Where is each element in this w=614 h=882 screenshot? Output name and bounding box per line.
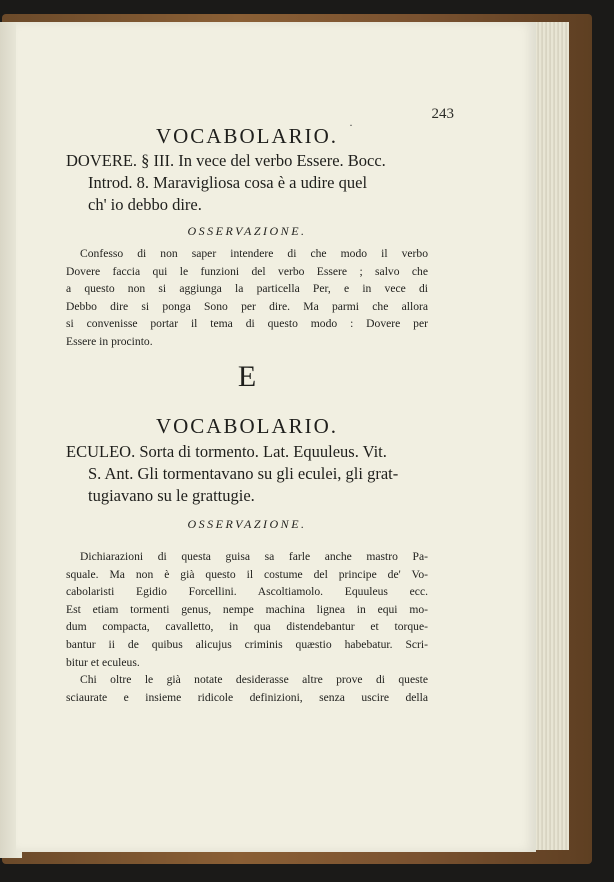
text-line: dum compacta, cavalletto, in qua distendebantur et torque- xyxy=(66,620,428,634)
text-line: bantur ii de quibus alicujus criminis quæstio habebatur. Scri- xyxy=(66,637,428,651)
entry-dovere xyxy=(66,150,428,216)
entry-line: S. Ant. Gli tormentavano su gli eculei, gli grat- xyxy=(88,464,399,483)
text-line: squale. Ma non è già questo il costume del principe de' Vo- xyxy=(66,567,428,581)
observation-heading: OSSERVAZIONE. xyxy=(187,224,307,238)
entry-line: Introd. 8. Maravigliosa cosa è a udire quel xyxy=(88,173,368,192)
entry-line: DOVERE. § III. In vece del verbo Essere. Bocc. xyxy=(66,151,386,170)
text-line: bitur et eculeus. xyxy=(66,655,140,669)
text-line: Debbo dire si ponga Sono per dire. Ma parmi che allora xyxy=(66,299,428,313)
page-number: 243 xyxy=(431,106,454,122)
ink-dot: · xyxy=(349,118,353,132)
entry-line: tugiavano su le grattugie. xyxy=(88,486,255,505)
observation-paragraph-1 xyxy=(66,245,428,351)
book-page xyxy=(16,22,536,852)
page-edges xyxy=(534,22,569,850)
text-line: a questo non si aggiunga la particella Per, e in vece di xyxy=(66,282,428,296)
observation-paragraph-2 xyxy=(66,548,428,706)
text-line: Essere in procinto. xyxy=(66,334,153,348)
text-line: sciaurate e insieme ridicole definizioni, senza uscire della xyxy=(66,690,428,704)
heading-vocabolario-2: VOCABOLARIO. xyxy=(155,414,339,438)
text-line: si convenisse portar il tema di questo modo : Dovere per xyxy=(66,317,428,331)
text-line: Chi oltre le già notate desiderasse altre prove di queste xyxy=(80,673,428,687)
text-line: Est etiam tormenti genus, nempe machina lignea in equi mo- xyxy=(66,602,428,616)
entry-line: ch' io debbo dire. xyxy=(88,195,202,214)
entry-line: ECULEO. Sorta di tormento. Lat. Equuleus. Vit. xyxy=(66,442,387,461)
text-line: cabolaristi Egidio Forcellini. Ascoltiamolo. Equuleus ecc. xyxy=(66,585,428,599)
section-letter: E xyxy=(237,360,257,393)
entry-eculeo xyxy=(66,441,428,507)
observation-heading: OSSERVAZIONE. xyxy=(187,517,307,531)
text-line: Confesso di non saper intendere di che modo il verbo xyxy=(80,247,428,260)
text-line: Dovere faccia qui le funzioni del verbo Essere ; salvo che xyxy=(66,264,428,278)
text-line: Dichiarazioni di questa guisa sa farle anche mastro Pa- xyxy=(80,550,428,563)
heading-vocabolario-1: VOCABOLARIO. xyxy=(155,124,339,148)
